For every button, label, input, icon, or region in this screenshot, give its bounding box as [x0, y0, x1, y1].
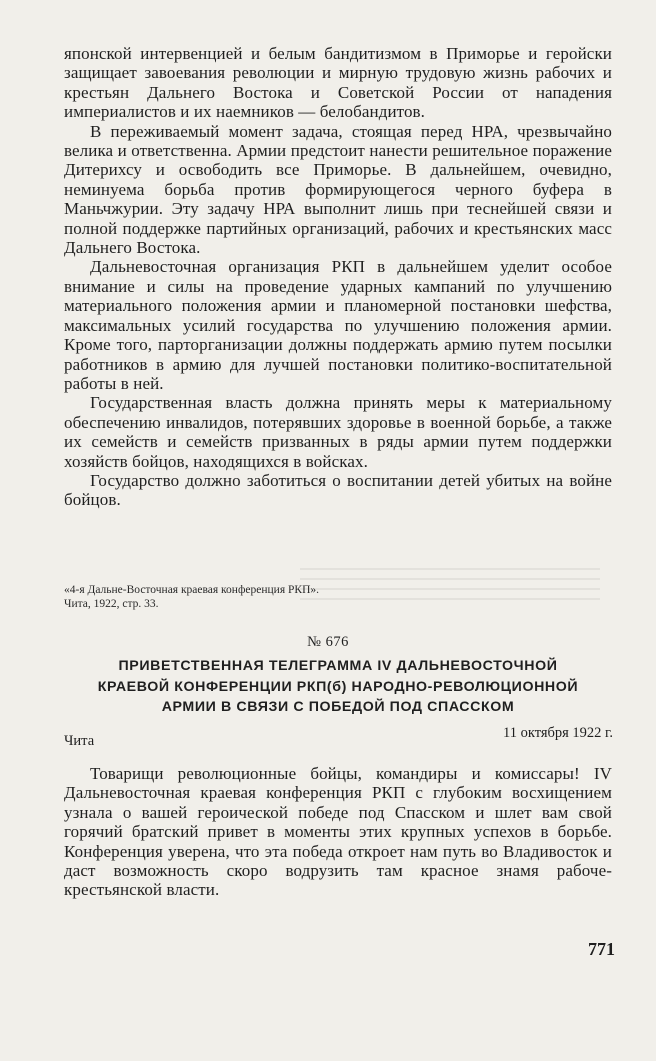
- paragraph-5: Государство должно заботиться о воспитании детей убитых на войне бойцов.: [64, 470, 612, 510]
- heading-line-3: АРМИИ В СВЯЗИ С ПОБЕДОЙ ПОД СПАССКОМ: [161, 699, 515, 715]
- place-label: Чита: [64, 733, 95, 749]
- heading-line-1: ПРИВЕТСТВЕННАЯ ТЕЛЕГРАММА IV ДАЛЬНЕВОСТОЧНОЙ: [118, 658, 558, 674]
- document-number: № 676: [307, 634, 349, 650]
- telegram-paragraph: Товарищи революционные бойцы, командиры и комиссары! IV Дальневосточная краевая конференция РКП с глубоким восхищением узнала о вашей героической победе под Спасском и шлет вам свой горячий братский привет в моменты этих крупных успехов в борьбе. Конференция уверена, что эта победа откроет нам путь во Владивосток и даст возможность скоро водрузить там красное знамя рабоче-крестьянской власти.: [64, 764, 612, 900]
- heading-line-2: КРАЕВОЙ КОНФЕРЕНЦИИ РКП(б) НАРОДНО-РЕВОЛЮЦИОННОЙ: [97, 678, 579, 695]
- source-citation: «4-я Дальне-Восточная краевая конференция РКП». Чита, 1922, стр. 33.: [64, 584, 319, 610]
- page-number: 771: [588, 939, 615, 959]
- document-heading: [60, 656, 616, 718]
- top-text-block: [64, 44, 612, 510]
- date-label: 11 октября 1922 г.: [503, 725, 613, 741]
- bleed-through-marks: [300, 560, 600, 600]
- paragraph-2: В переживаемый момент задача, стоящая перед НРА, чрезвычайно велика и ответственна. Армии предстоит нанести решительное поражение Дитерихсу и освободить все Приморье. В дальнейшем, очевидно, неминуема борьба против формирующегося черного буфера в Маньчжурии. Эту задачу НРА выполнит лишь при теснейшей связи и полной поддержке партийных организаций, рабочих и крестьянских масс Дальнего Востока.: [64, 121, 612, 258]
- telegram-text-block: [64, 764, 612, 900]
- paragraph-3: Дальневосточная организация РКП в дальнейшем уделит особое внимание и силы на проведение ударных кампаний по улучшению материального положения армии и планомерной постановки шефства, максимальных усилий государства по улучшению положения армии. Кроме того, парторганизации должны поддержать армию путем посылки работников в армию для лучшей постановки политико-воспитательной работы в ней.: [64, 257, 612, 393]
- paragraph-4: Государственная власть должна принять меры к материальному обеспечению инвалидов, потерявших здоровье в военной борьбе, а также их семейств и семейств призванных в ряды армии путем поддержки хозяйств бойцов, находящихся в войсках.: [64, 393, 612, 471]
- paragraph-1: японской интервенцией и белым бандитизмом в Приморье и геройски защищает завоевания революции и мирную трудовую жизнь рабочих и крестьян Дальнего Востока и Советской России от нападения империалистов и их наемников — белобандитов.: [64, 44, 612, 122]
